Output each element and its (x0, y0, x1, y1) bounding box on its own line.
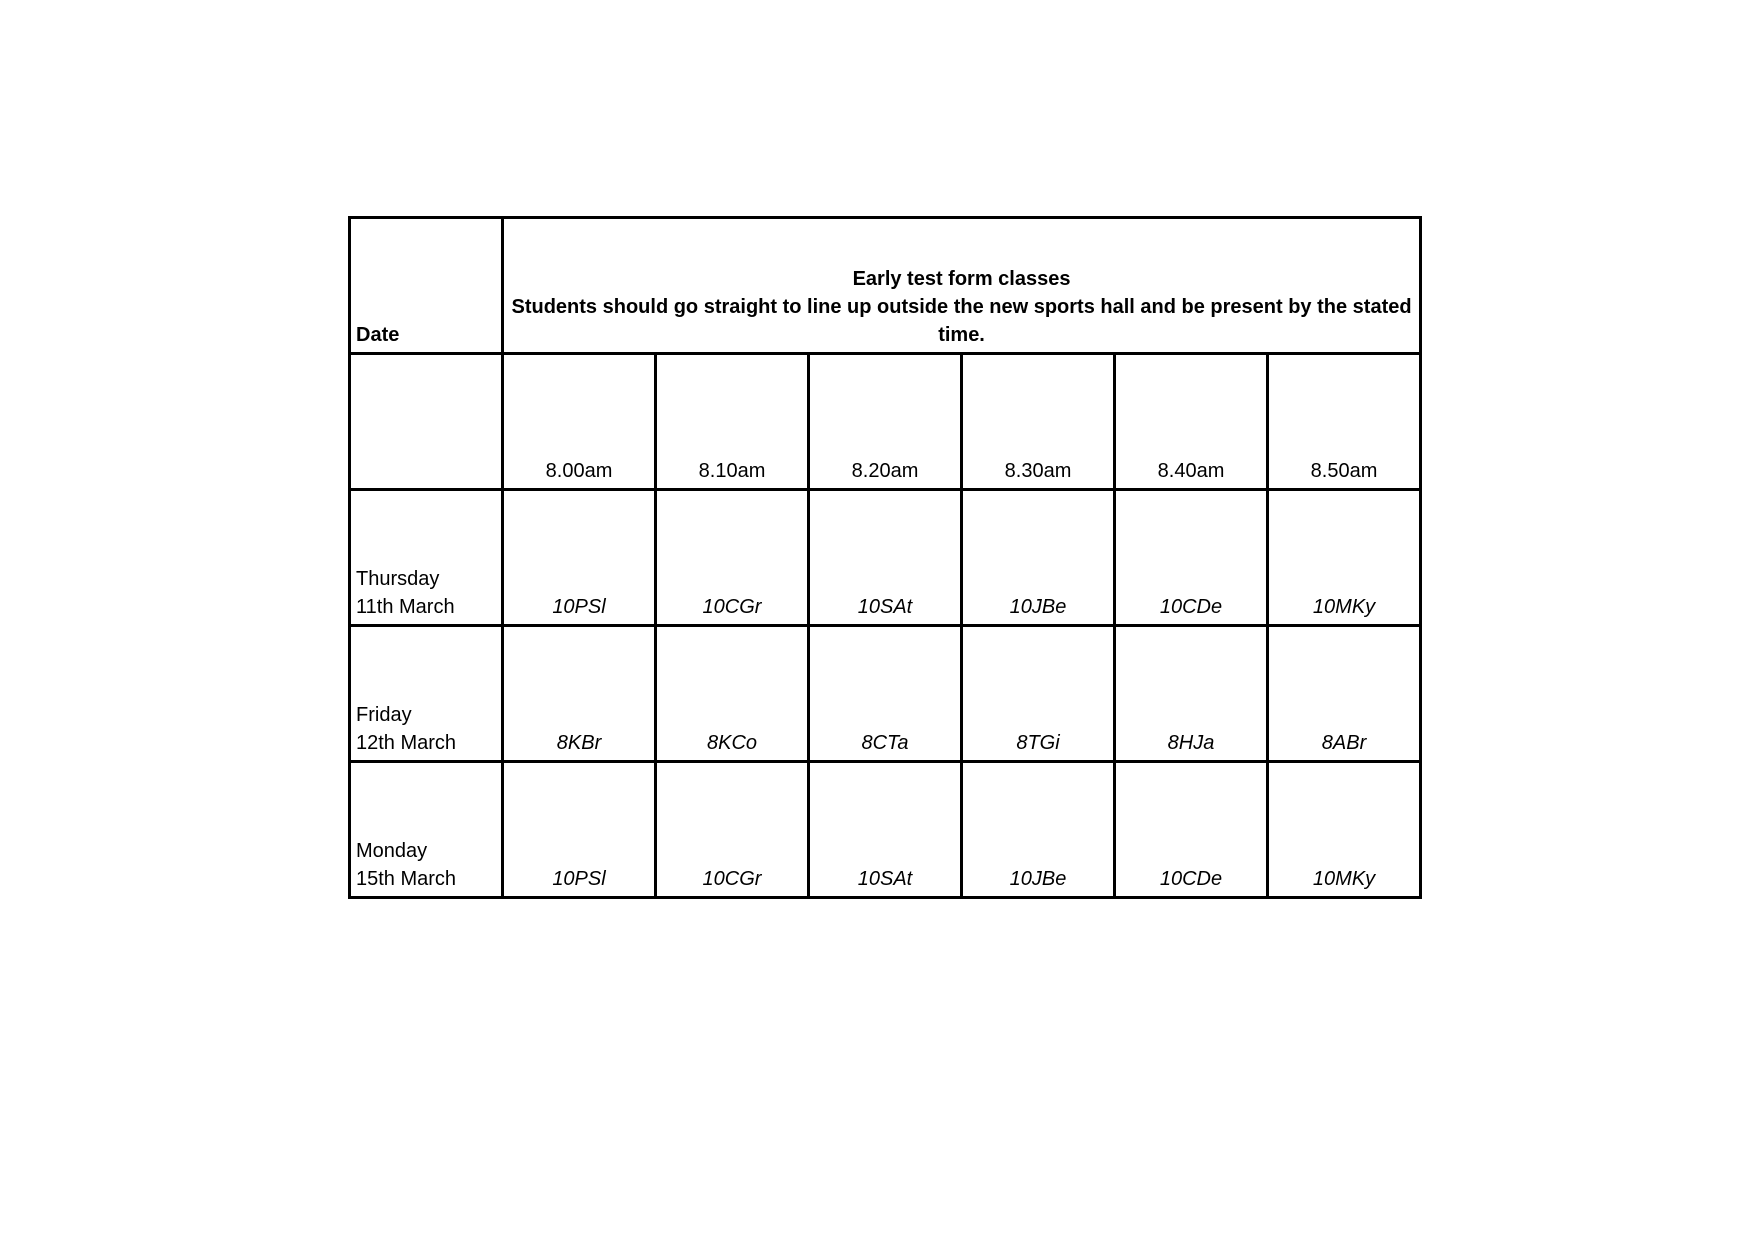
form-class-cell: 10CDe (1115, 490, 1268, 626)
form-class-cell: 10MKy (1268, 490, 1421, 626)
form-class-cell: 10JBe (962, 762, 1115, 898)
schedule-row (350, 762, 1421, 898)
form-class-schedule-table (348, 216, 1422, 899)
form-class-cell: 8HJa (1115, 626, 1268, 762)
form-class-cell: 10PSl (503, 490, 656, 626)
banner-title: Early test form classes (852, 268, 1071, 290)
time-slot: 8.20am (809, 354, 962, 490)
form-class-cell: 10CGr (656, 762, 809, 898)
date-label: 11th March (356, 596, 455, 618)
form-class-cell: 10PSl (503, 762, 656, 898)
date-label: 15th March (356, 868, 457, 890)
form-class-cell: 10SAt (809, 762, 962, 898)
form-class-cell: 8ABr (1268, 626, 1421, 762)
schedule-banner (503, 218, 1421, 354)
date-column-header: Date (350, 218, 503, 354)
time-slot: 8.40am (1115, 354, 1268, 490)
time-slot: 8.10am (656, 354, 809, 490)
form-class-cell: 8CTa (809, 626, 962, 762)
form-class-cell: 10CDe (1115, 762, 1268, 898)
time-slot: 8.30am (962, 354, 1115, 490)
day-label: Thursday (356, 568, 440, 590)
date-cell (350, 762, 503, 898)
header-row (350, 218, 1421, 354)
form-class-cell: 8TGi (962, 626, 1115, 762)
form-class-cell: 10CGr (656, 490, 809, 626)
day-label: Friday (356, 704, 412, 726)
form-class-cell: 8KCo (656, 626, 809, 762)
schedule-row (350, 490, 1421, 626)
time-slot: 8.50am (1268, 354, 1421, 490)
banner-instruction: Students should go straight to line up outside the new sports hall and be present by the stated time. (511, 296, 1412, 346)
form-class-cell: 8KBr (503, 626, 656, 762)
time-row (350, 354, 1421, 490)
form-class-cell: 10SAt (809, 490, 962, 626)
day-label: Monday (356, 840, 428, 862)
date-label: 12th March (356, 732, 457, 754)
form-class-cell: 10MKy (1268, 762, 1421, 898)
date-cell (350, 490, 503, 626)
date-cell (350, 626, 503, 762)
schedule-row (350, 626, 1421, 762)
form-class-cell: 10JBe (962, 490, 1115, 626)
time-row-blank-cell (350, 354, 503, 490)
time-slot: 8.00am (503, 354, 656, 490)
